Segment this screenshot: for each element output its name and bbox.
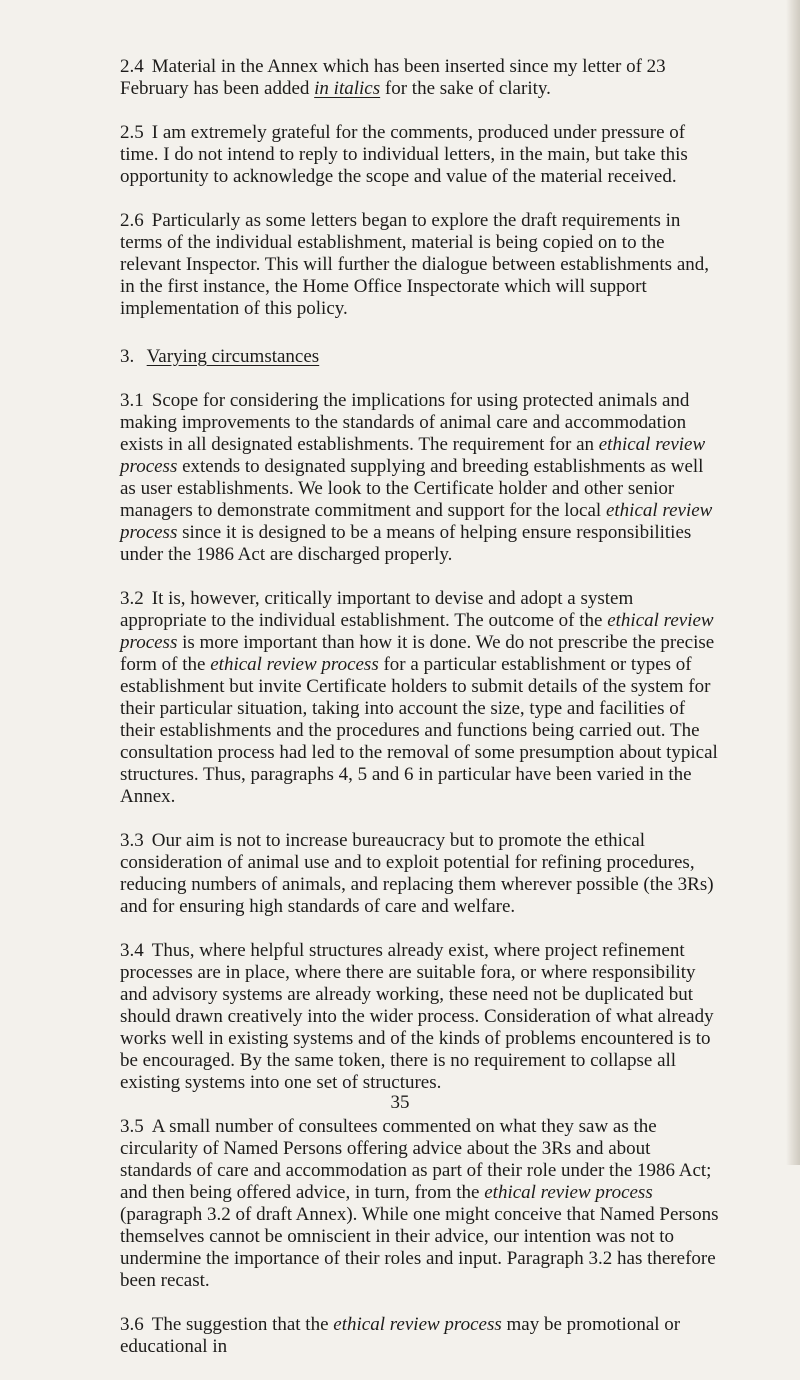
paragraph-3-3 — [120, 830, 722, 918]
paragraph-text: A small number of consultees commented on what they saw as the circularity of Named Persons offering advice about the 3Rs and about standards of care and accommodation as part of their role under the 1986 Act; and then being offered advice, in turn, from the — [120, 1116, 712, 1203]
paragraph-text: extends to designated supplying and breeding establishments as well as user establishments. We look to the Certificate holder and other senior managers to demonstrate commitment and support for the local — [120, 456, 704, 521]
italic-term: ethical review process — [210, 654, 379, 675]
paragraph-2-6 — [120, 210, 722, 320]
page-edge-shadow — [786, 0, 800, 1165]
paragraph-text: Material in the Annex which has been inserted since my letter of 23 February has been added — [120, 56, 666, 99]
intro-paragraphs — [120, 56, 722, 320]
paragraph-3-6 — [120, 1314, 722, 1358]
paragraph-text: for the sake of clarity. — [380, 78, 551, 99]
paragraph-text: (paragraph 3.2 of draft Annex). While one might conceive that Named Persons themselves cannot be omniscient in their advice, our intention was not to undermine the importance of their roles and input. Paragraph 3.2 has therefore been recast. — [120, 1204, 719, 1291]
paragraph-number: 2.5 — [120, 122, 144, 143]
paragraph-text: is more important than how it is done. We do not prescribe the precise form of the — [120, 632, 715, 675]
paragraph-number: 3.2 — [120, 588, 144, 609]
paragraph-number: 3.3 — [120, 830, 144, 851]
paragraph-3-1 — [120, 390, 722, 566]
italic-term: ethical review process — [333, 1314, 502, 1335]
paragraph-text: may be promotional or educational in — [120, 1314, 681, 1357]
page-number: 35 — [390, 1092, 410, 1113]
paragraph-text: The suggestion that the — [151, 1314, 334, 1335]
paragraph-text: since it is designed to be a means of helping ensure responsibilities under the 1986 Act are discharged properly. — [120, 522, 692, 565]
paragraph-number: 3.5 — [120, 1116, 144, 1137]
paragraph-text: Thus, where helpful structures already exist, where project refinement processes are in place, where there are suitable fora, or where responsibility and advisory systems are already working, these need not be duplicated but should drawn creatively into the wider process. Consideration of what already works well in existing systems and of the kinds of problems encountered is to be encouraged. By the same token, there is no requirement to collapse all existing systems into one set of structures. — [120, 940, 714, 1093]
italic-underlined-text: in italics — [314, 78, 381, 99]
paragraph-text: Scope for considering the implications for using protected animals and making improvements to the standards of animal care and accommodation exists in all designated establishments. The requirement for an — [120, 390, 690, 455]
section-number: 3. — [120, 346, 135, 367]
paragraph-3-2 — [120, 588, 722, 808]
paragraph-number: 2.6 — [120, 210, 144, 231]
italic-term: ethical review process — [120, 610, 714, 653]
paragraph-text: It is, however, critically important to devise and adopt a system appropriate to the individual establishment. The outcome of the — [120, 588, 634, 631]
document-body — [120, 56, 722, 1380]
paragraph-text: Particularly as some letters began to explore the draft requirements in terms of the individual establishment, material is being copied on to the relevant Inspector. This will further the dialogue between establishments and, in the first instance, the Home Office Inspectorate which will support implementation of this policy. — [120, 210, 710, 319]
paragraph-text: I am extremely grateful for the comments, produced under pressure of time. I do not intend to reply to individual letters, in the main, but take this opportunity to acknowledge the scope and value of the material received. — [120, 122, 688, 187]
paragraph-number: 3.1 — [120, 390, 144, 411]
paragraph-number: 3.4 — [120, 940, 144, 961]
italic-term: ethical review process — [120, 434, 706, 477]
section-title: Varying circumstances — [146, 346, 320, 367]
italic-term: ethical review process — [484, 1182, 653, 1203]
section-paragraphs — [120, 390, 722, 1358]
paragraph-number: 3.6 — [120, 1314, 144, 1335]
section-heading — [120, 346, 722, 368]
paragraph-2-5 — [120, 122, 722, 188]
paragraph-number: 2.4 — [120, 56, 144, 77]
paragraph-text: for a particular establishment or types of establishment but invite Certificate holders to submit details of the system for their particular situation, taking into account the size, type and facilities of their establishments and the procedures and functions being carried out. The consultation process had led to the removal of some presumption about typical structures. Thus, paragraphs 4, 5 and 6 in particular have been varied in the Annex. — [120, 654, 718, 807]
italic-term: ethical review process — [120, 500, 713, 543]
paragraph-2-4 — [120, 56, 722, 100]
paragraph-3-5 — [120, 1116, 722, 1292]
paragraph-text: Our aim is not to increase bureaucracy but to promote the ethical consideration of animal use and to exploit potential for refining procedures, reducing numbers of animals, and replacing them wherever possible (the 3Rs) and for ensuring high standards of care and welfare. — [120, 830, 714, 917]
paragraph-3-4 — [120, 940, 722, 1094]
